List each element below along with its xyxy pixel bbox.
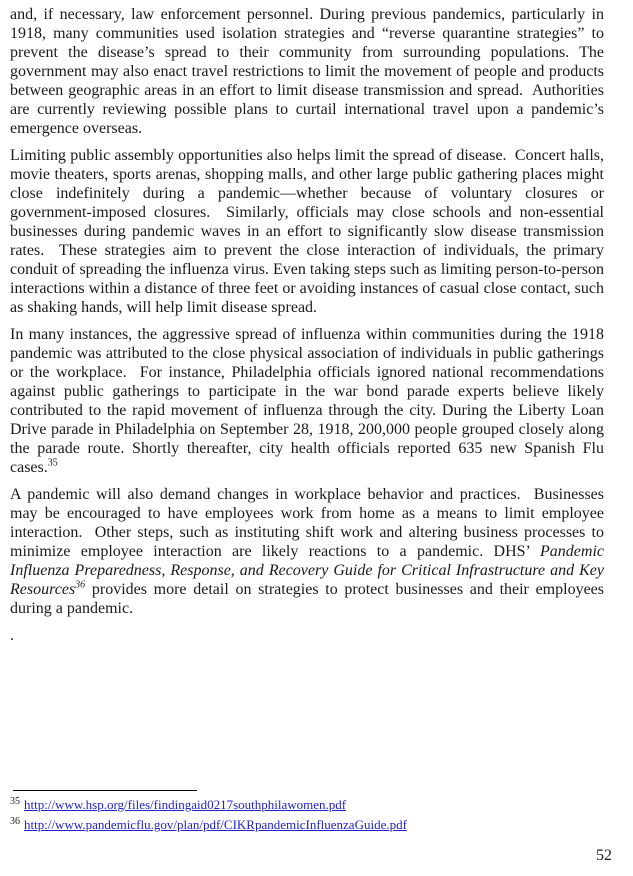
paragraph-stray-period: .	[10, 627, 14, 644]
footnote-36	[10, 815, 604, 835]
paragraph-1918-philadelphia: In many instances, the aggressive spread of influenza within communities during the 1918 pandemic was attributed to the close physical association of individuals in public gatherings or the workplace. For instance, Philadelphia officials ignored national recommendations against public gatherings to participate in the war bond parade experts believe likely contributed to the rapid movement of influenza through the city. During the Liberty Loan Drive parade in Philadelphia on September 28, 1918, 200,000 people grouped closely along the parade route. Shortly thereafter, city health officials reported 635 new Spanish Flu cases.$^{35}$	[10, 326, 604, 476]
footnotes-section	[10, 790, 604, 835]
footnote-35-number: 35	[10, 795, 20, 807]
footnote-35	[10, 795, 604, 815]
footnote-separator-rule	[13, 790, 197, 791]
footnote-36-link[interactable]: http://www.pandemicflu.gov/plan/pdf/CIKRpandemicInfluenzaGuide.pdf	[24, 817, 407, 832]
page-body-text	[10, 5, 604, 653]
footnote-35-link[interactable]: http://www.hsp.org/files/findingaid0217southphilawomen.pdf	[24, 797, 347, 812]
paragraph-public-assembly: Limiting public assembly opportunities also helps limit the spread of disease. Concert halls, movie theaters, sports arenas, shopping malls, and other large public gathering places might close indefinitely during a pandemic—whether because of voluntary closures or government-imposed closures. Similarly, officials may close schools and non-essential businesses during pandemic waves in an effort to significantly slow disease transmission rates. These strategies aim to prevent the close interaction of individuals, the primary conduit of spreading the influenza virus. Even taking steps such as limiting person-to-person interactions within a distance of three feet or avoiding instances of casual close contact, such as shaking hands, will help limit disease spread.	[10, 147, 605, 316]
paragraph-quarantine-strategies: and, if necessary, law enforcement personnel. During previous pandemics, particularly in 1918, many communities used isolation strategies and “reverse quarantine strategies” to prevent the disease’s spread to their community from surrounding populations. The government may also enact travel restrictions to limit the movement of people and products between geographic areas in an effort to limit disease transmission and spread. Authorities are currently reviewing possible plans to curtail international travel upon a pandemic’s emergence overseas.	[10, 6, 604, 137]
footnote-36-number: 36	[10, 815, 20, 827]
paragraph-workplace-changes: A pandemic will also demand changes in workplace behavior and practices. Businesses may be encouraged to have employees work from home as a means to limit employee interaction. Other steps, such as instituting shift work and altering business processes to minimize employee interaction are likely reactions to a pandemic. DHS’ Pandemic Influenza Preparedness, Response, and Recovery Guide for Critical Infrastructure and Key Resources$^{36}$ provides more detail on strategies to protect businesses and their employees during a pandemic.	[10, 486, 604, 617]
page-number: 52	[596, 847, 612, 864]
